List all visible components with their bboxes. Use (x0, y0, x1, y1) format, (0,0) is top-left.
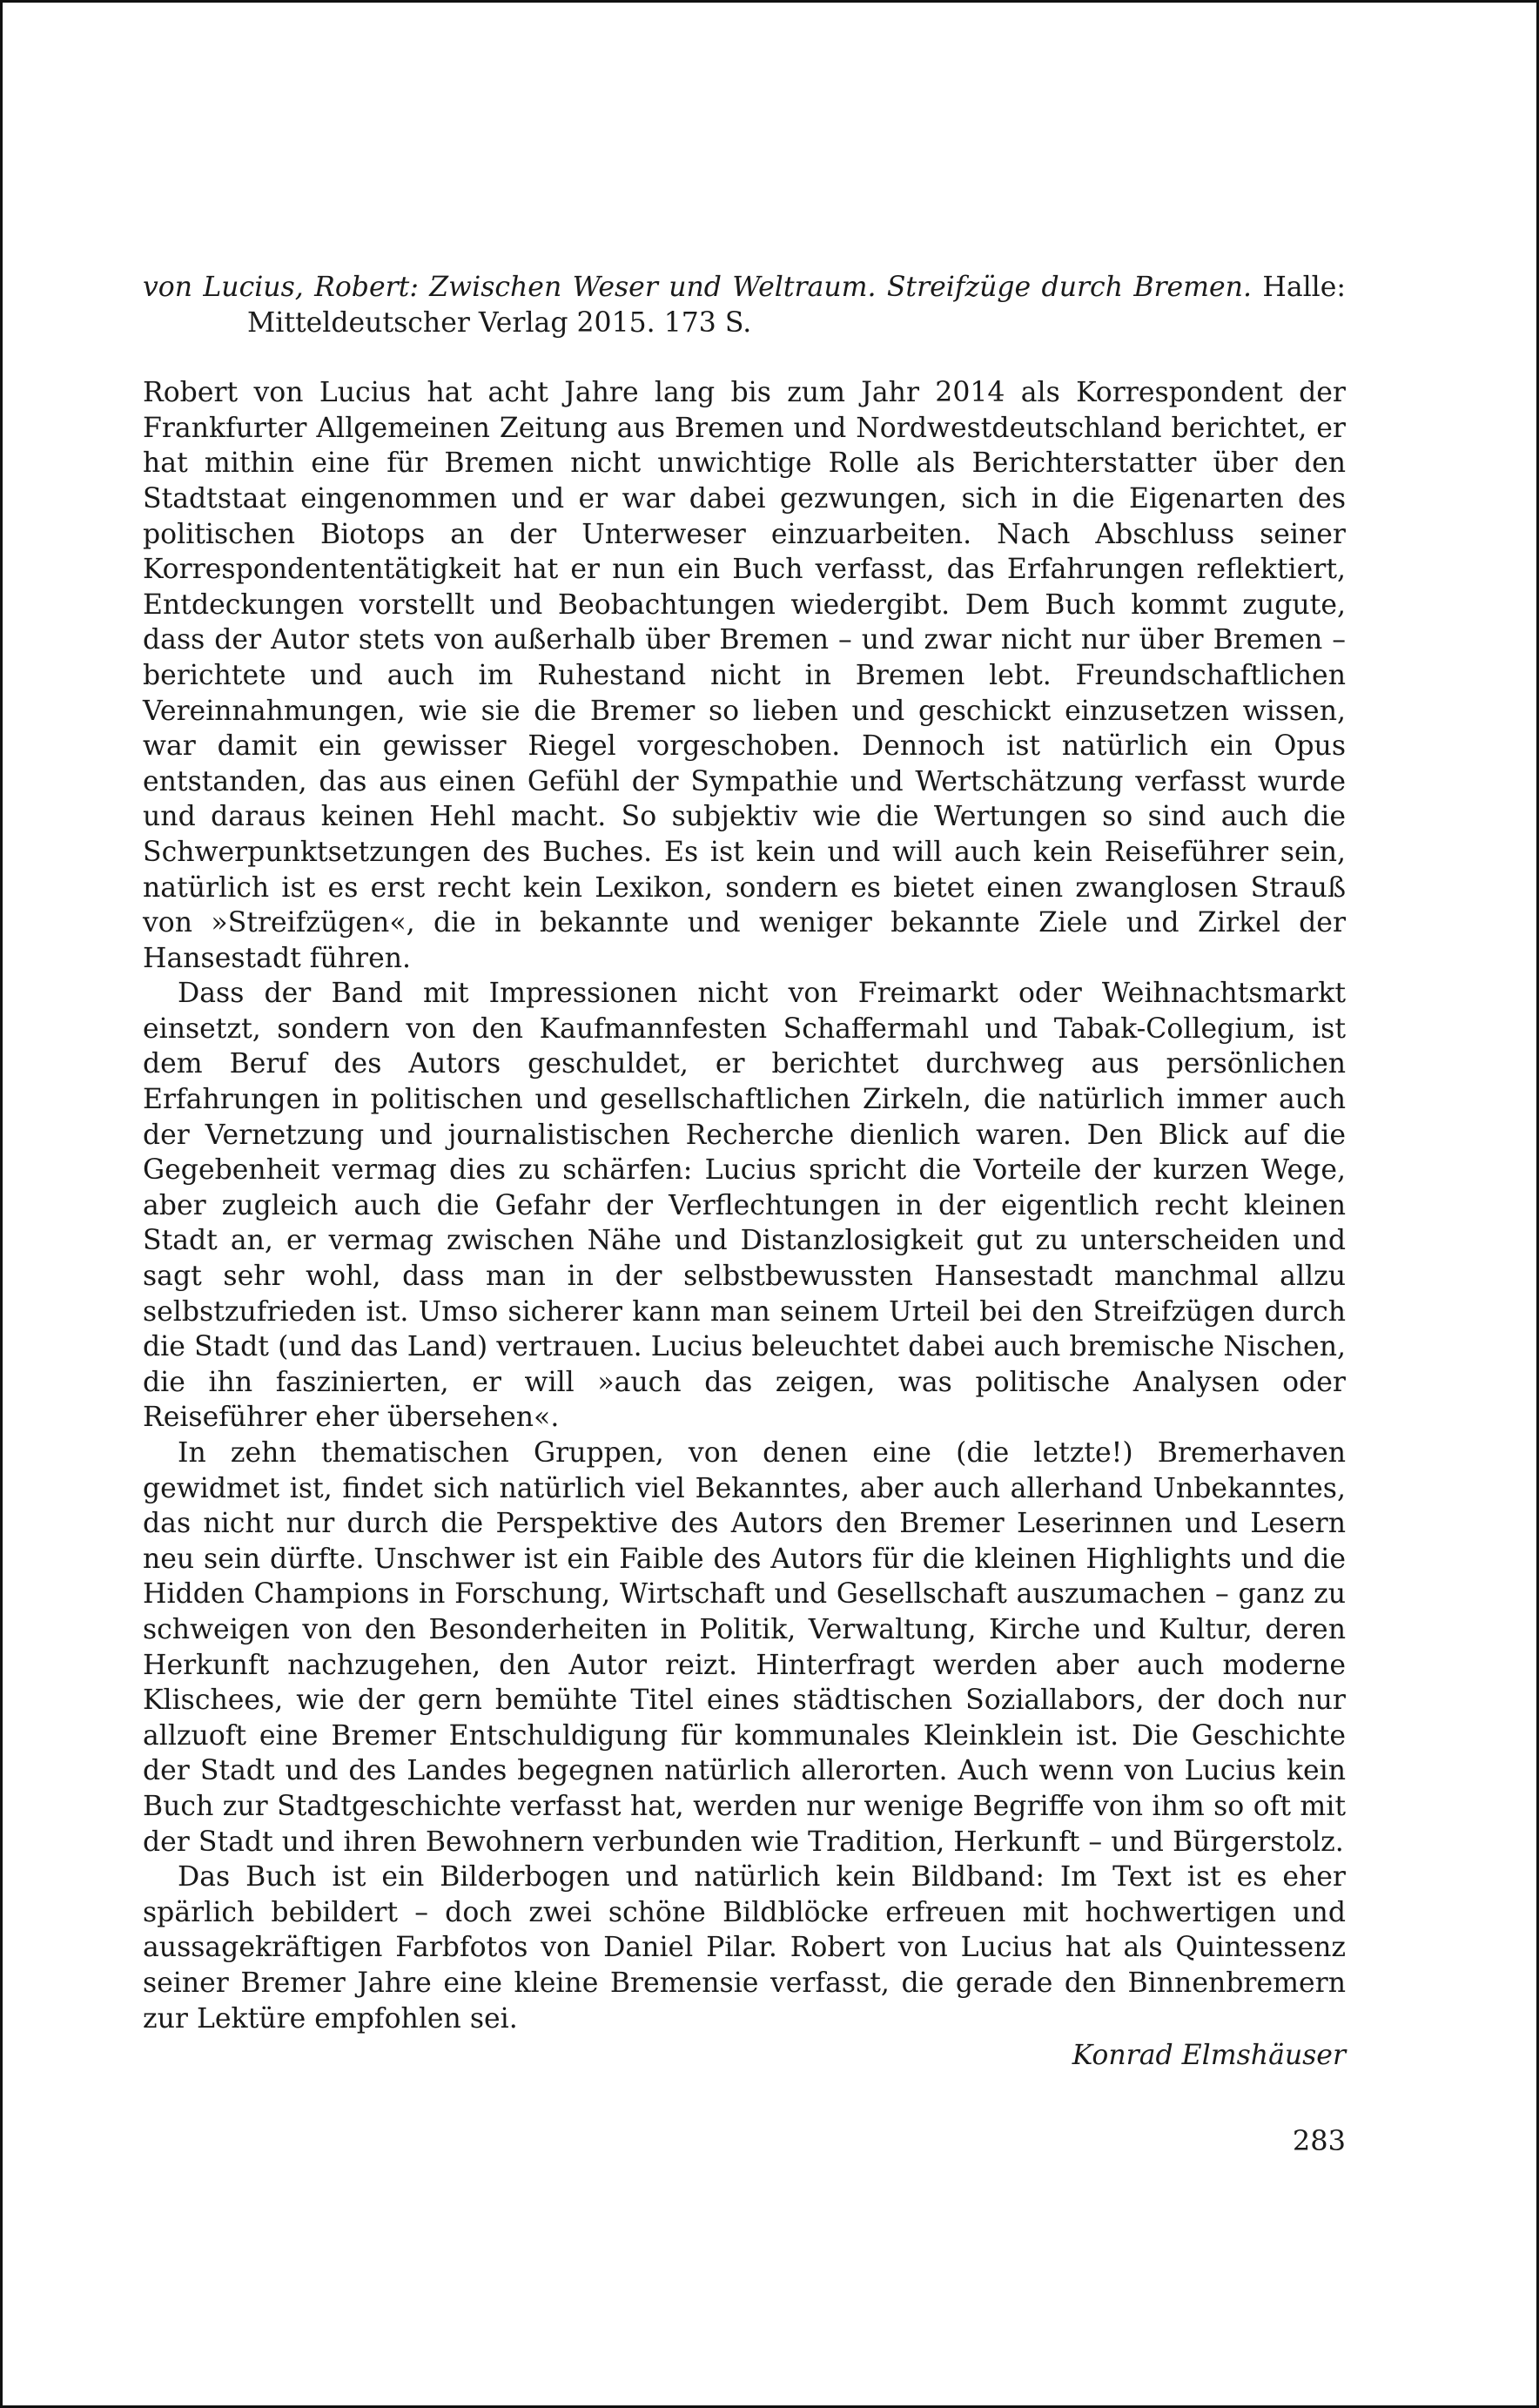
citation-author: von Lucius, Robert: (143, 272, 419, 303)
citation-title: Zwischen Weser und Weltraum. Streifzüge durch Bremen. (429, 272, 1252, 303)
paragraph: Dass der Band mit Impressionen nicht von Freimarkt oder Weihnachtsmarkt einsetzt, sondern von den Kaufmannfesten Schaffermahl und Tabak-Collegium, ist dem Beruf des Autors geschuldet, er berichtet durchweg aus persönlichen Erfahrungen in politischen und gesellschaftlichen Zirkeln, die natürlich immer auch der Vernetzung und journalistischen Recherche dienlich waren. Den Blick auf die Gegebenheit vermag dies zu schärfen: Lucius spricht die Vorteile der kurzen Wege, aber zugleich auch die Gefahr der Verflechtungen in der eigentlich recht kleinen Stadt an, er vermag zwischen Nähe und Distanzlosigkeit gut zu unterscheiden und sagt sehr wohl, dass man in der selbstbewussten Hansestadt manchmal allzu selbstzufrieden ist. Umso sicherer kann man seinem Urteil bei den Streifzügen durch die Stadt (und das Land) vertrauen. Lucius beleuchtet dabei auch bremische Nischen, die ihn faszinierten, er will »auch das zeigen, was politische Analysen oder Reiseführer eher übersehen«. (143, 978, 1346, 1434)
review-body (143, 375, 1346, 2036)
citation-publication: Halle: Mitteldeutscher Verlag 2015. 173 S. (247, 272, 1346, 339)
reviewer-signature: Konrad Elmshäuser (1072, 2040, 1346, 2072)
page-number: 283 (1292, 2124, 1346, 2157)
paragraph: In zehn thematischen Gruppen, von denen eine (die letzte!) Bremerhaven gewidmet ist, findet sich natürlich viel Bekanntes, aber auch allerhand Unbekanntes, das nicht nur durch die Perspektive des Autors den Bremer Leserinnen und Lesern neu sein dürfte. Unschwer ist ein Faible des Autors für die kleinen Highlights und die Hidden Champions in Forschung, Wirtschaft und Gesellschaft auszumachen – ganz zu schweigen von den Besonderheiten in Politik, Verwaltung, Kirche und Kultur, deren Herkunft nachzugehen, den Autor reizt. Hinterfragt werden aber auch moderne Klischees, wie der gern bemühte Titel eines städtischen Soziallabors, der doch nur allzuoft eine Bremer Entschuldigung für kommunales Kleinklein ist. Die Geschichte der Stadt und des Landes begegnen natürlich allerorten. Auch wenn von Lucius kein Buch zur Stadtgeschichte verfasst hat, werden nur wenige Begriffe von ihm so oft mit der Stadt und ihren Bewohnern verbunden wie Tradition, Herkunft – und Bürgerstolz. (143, 1437, 1346, 1858)
paragraph: Robert von Lucius hat acht Jahre lang bis zum Jahr 2014 als Korrespondent der Frankfurter Allgemeinen Zeitung aus Bremen und Nordwestdeutschland berichtet, er hat mithin eine für Bremen nicht unwichtige Rolle als Berichterstatter über den Stadtstaat eingenommen und er war dabei gezwungen, sich in die Eigenarten des politischen Biotops an der Unterweser einzuarbeiten. Nach Abschluss seiner Korrespondententätigkeit hat er nun ein Buch verfasst, das Erfahrungen reflektiert, Entdeckungen vorstellt und Beobachtungen wiedergibt. Dem Buch kommt zugute, dass der Autor stets von außerhalb über Bremen – und zwar nicht nur über Bremen – berichtete und auch im Ruhestand nicht in Bremen lebt. Freundschaftlichen Vereinnahmungen, wie sie die Bremer so lieben und geschickt einzusetzen wissen, war damit ein gewisser Riegel vorgeschoben. Dennoch ist natürlich ein Opus entstanden, das aus einen Gefühl der Sympathie und Wertschätzung verfasst wurde und daraus keinen Hehl macht. So subjektiv wie die Wertungen so sind auch die Schwerpunktsetzungen des Buches. Es ist kein und will auch kein Reiseführer sein, natürlich ist es erst recht kein Lexikon, sondern es bietet einen zwanglosen Strauß von »Streifzügen«, die in bekannte und weniger bekannte Ziele und Zirkel der Hansestadt führen. (143, 377, 1346, 974)
paragraph: Das Buch ist ein Bilderbogen und natürlich kein Bildband: Im Text ist es eher spärlich bebildert – doch zwei schöne Bildblöcke erfreuen mit hochwertigen und aussagekräftigen Farbfotos von Daniel Pilar. Robert von Lucius hat als Quintessenz seiner Bremer Jahre eine kleine Bremensie verfasst, die gerade den Binnenbremern zur Lektüre empfohlen sei. (143, 1861, 1346, 2035)
book-citation (143, 270, 1346, 340)
review-content (143, 270, 1346, 2074)
